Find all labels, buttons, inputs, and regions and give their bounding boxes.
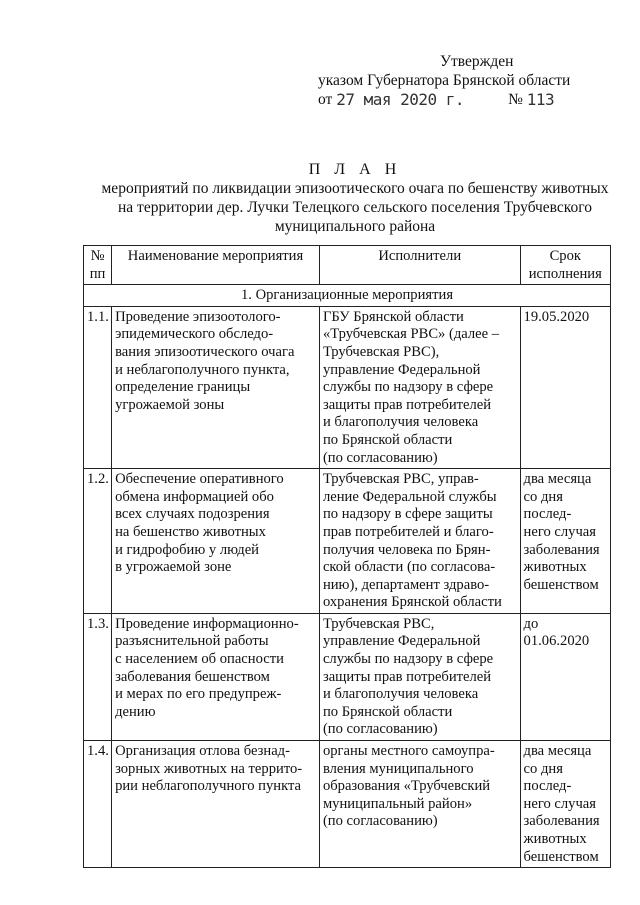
row-number: 1.1. (84, 306, 112, 468)
row-name: Проведение эпизоотолого- эпидемического обследо- вания эпизоотического очага и неблагополучного пункта, определение границы угрожаемой зоны (112, 306, 320, 468)
row-name: Обеспечение оперативного обмена информацией обо всех случаях подозрения на бешенство животных и гидрофобию у людей в угрожаемой зоне (112, 469, 320, 614)
row-term: два месяца со дня послед- него случая заболевания животных бешенством (520, 741, 610, 868)
header-term: Срок исполнения (520, 246, 610, 285)
number-value: 113 (526, 90, 555, 109)
row-name: Проведение информационно- разъяснительной работы с населением об опасности заболевания бешенством и мерах по его предупреж- дению (112, 613, 320, 740)
row-name: Организация отлова безнад- зорных животных на террито- рии неблагополучного пункта (112, 741, 320, 868)
row-term: два месяца со дня послед- него случая заболевания животных бешенством (520, 469, 610, 614)
approval-title: Утвержден (440, 53, 514, 70)
row-executors: Трубчевская РВС, управ- ление Федеральной службы по надзору в сфере защиты прав потребителей и благо- получия человека по Брян- ской области (по согласова- нию), департамент здраво- охранения Брянской области (319, 469, 520, 614)
date-value: 27 мая 2020 г. (336, 90, 465, 109)
number-label: № (508, 91, 523, 108)
header-name: Наименование мероприятия (112, 246, 320, 285)
date-prefix: от (318, 91, 333, 108)
document-title (100, 160, 610, 236)
row-executors: органы местного самоупра- вления муниципального образования «Трубчевский муниципальный район» (по согласованию) (319, 741, 520, 868)
plan-table (83, 245, 611, 868)
plan-subtitle: мероприятий по ликвидации эпизоотического очага по бешенству животных на территории дер. Лучки Телецкого сельского поселения Трубчевского муниципального района (101, 180, 609, 235)
row-executors: Трубчевская РВС, управление Федеральной службы по надзору в сфере защиты прав потребителей и благополучия человека по Брянской области (по согласованию) (319, 613, 520, 740)
approval-authority: указом Губернатора Брянской области (318, 72, 571, 89)
row-number: 1.3. (84, 613, 112, 740)
plan-heading: П Л А Н (308, 161, 402, 178)
approval-block (318, 52, 618, 109)
table-header-row (84, 246, 611, 285)
table-row (84, 613, 611, 740)
row-number: 1.4. (84, 741, 112, 868)
header-num: № пп (84, 246, 112, 285)
header-executors: Исполнители (319, 246, 520, 285)
approval-date-line (318, 90, 618, 109)
row-term: 19.05.2020 (520, 306, 610, 468)
table-row (84, 306, 611, 468)
section-row (84, 285, 611, 307)
table-row (84, 741, 611, 868)
row-executors: ГБУ Брянской области «Трубчевская РВС» (далее – Трубчевская РВС), управление Федеральной службы по надзору в сфере защиты прав потребителей и благополучия человека по Брянской области (по согласованию) (319, 306, 520, 468)
section-title: 1. Организационные мероприятия (84, 285, 611, 307)
row-number: 1.2. (84, 469, 112, 614)
table-row (84, 469, 611, 614)
row-term: до 01.06.2020 (520, 613, 610, 740)
